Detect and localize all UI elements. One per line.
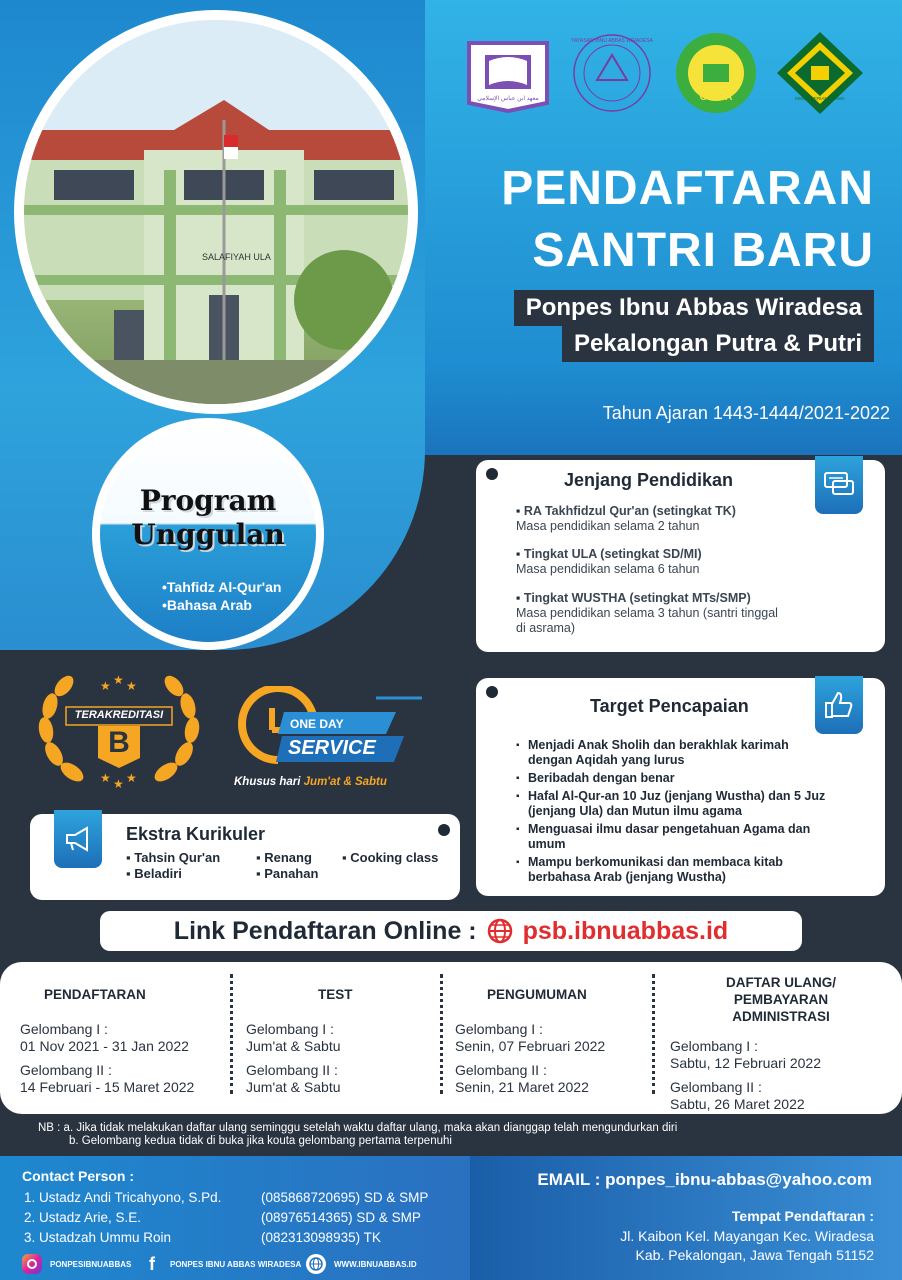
jenjang-item bbox=[516, 591, 782, 636]
contact-phone: (085868720695) SD & SMP bbox=[261, 1190, 429, 1205]
jenjang-item-name: ▪ Tingkat ULA (setingkat SD/MI) bbox=[516, 547, 702, 561]
schedule-g2: Senin, 21 Maret 2022 bbox=[455, 1079, 589, 1095]
target-item: ▪ Beribadah dengan benar bbox=[516, 771, 834, 786]
divider bbox=[230, 974, 233, 1094]
schedule-g1: Sabtu, 12 Februari 2022 bbox=[670, 1055, 821, 1071]
jenjang-item bbox=[516, 504, 856, 534]
one-day-note: Khusus hari Jum'at & Sabtu bbox=[234, 776, 387, 788]
ekstra-item: ▪ Cooking class bbox=[342, 850, 439, 865]
contact-phone: (082313098935) TK bbox=[261, 1230, 381, 1245]
one-day-service-badge bbox=[226, 686, 426, 796]
divider bbox=[652, 974, 655, 1094]
accreditation-grade: B bbox=[108, 726, 130, 759]
school-photo bbox=[14, 10, 418, 414]
registration-url[interactable]: psb.ibnuabbas.id bbox=[522, 916, 729, 945]
kemenag-logo bbox=[774, 30, 866, 116]
program-item-bahasa-arab: •Bahasa Arab bbox=[162, 597, 252, 613]
social-facebook[interactable]: f PONPES IBNU ABBAS WIRADESA bbox=[142, 1254, 301, 1275]
registration-link-bar[interactable] bbox=[100, 911, 802, 951]
schedule-column bbox=[668, 962, 894, 1114]
facebook-icon: f bbox=[149, 1254, 155, 1274]
one-day-line1: ONE DAY bbox=[290, 717, 344, 731]
contact-email[interactable]: EMAIL : ponpes_ibnu-abbas@yahoo.com bbox=[537, 1170, 872, 1189]
svg-text:★: ★ bbox=[126, 771, 137, 785]
target-item: ▪ Menguasai ilmu dasar pengetahuan Agama dan umum bbox=[516, 822, 834, 852]
jenjang-item-desc: Masa pendidikan selama 3 tahun (santri tinggal di asrama) bbox=[516, 606, 778, 635]
jenjang-item-desc: Masa pendidikan selama 2 tahun bbox=[516, 519, 700, 533]
schedule-g2-label: Gelombang II : bbox=[455, 1062, 547, 1078]
instagram-icon bbox=[22, 1254, 42, 1274]
jenjang-title: Jenjang Pendidikan bbox=[564, 470, 734, 490]
social-website[interactable]: WWW.IBNUABBAS.ID bbox=[306, 1254, 417, 1274]
osmia-logo bbox=[670, 30, 762, 116]
note-line1: NB : a. Jika tidak melakukan daftar ulang seminggu setelah waktu daftar ulang, maka akan dianggap telah mengundurkan diri bbox=[38, 1122, 678, 1134]
building-sign: SALAFIYAH ULA bbox=[202, 252, 271, 262]
book-crest-logo bbox=[462, 30, 554, 116]
schedule-g1-label: Gelombang I : bbox=[20, 1021, 108, 1037]
schedule-panel bbox=[0, 962, 902, 1114]
schedule-title: DAFTAR ULANG/ PEMBAYARAN ADMINISTRASI bbox=[726, 975, 836, 1024]
contact-person: 3. Ustadzah Ummu Roin bbox=[24, 1230, 172, 1245]
jenjang-item-name: ▪ RA Takhfidzul Qur'an (setingkat TK) bbox=[516, 504, 736, 518]
ekstra-item: ▪ Renang bbox=[256, 850, 312, 865]
schedule-g1: Senin, 07 Februari 2022 bbox=[455, 1038, 606, 1054]
svg-text:★: ★ bbox=[126, 679, 137, 693]
ekstra-kurikuler-card bbox=[30, 814, 460, 900]
target-pencapaian-card bbox=[476, 678, 885, 896]
target-list bbox=[516, 738, 834, 888]
ekstra-item: ▪ Tahsin Qur'an bbox=[126, 850, 221, 865]
target-item: ▪ Mampu berkomunikasi dan membaca kitab berbahasa Arab (jenjang Wustha) bbox=[516, 855, 834, 885]
address-line1: Jl. Kaibon Kel. Mayangan Kec. Wiradesa bbox=[620, 1228, 874, 1244]
contact-person: 1. Ustadz Andi Tricahyono, S.Pd. bbox=[24, 1190, 222, 1205]
svg-text:★: ★ bbox=[100, 771, 111, 785]
address-line2: Kab. Pekalongan, Jawa Tengah 51152 bbox=[635, 1247, 874, 1263]
title-line2: SANTRI BARU bbox=[532, 224, 874, 277]
target-title: Target Pencapaian bbox=[590, 696, 749, 716]
contact-phone: (08976514365) SD & SMP bbox=[261, 1210, 421, 1225]
megaphone-icon bbox=[54, 810, 102, 868]
schedule-g2: Sabtu, 26 Maret 2022 bbox=[670, 1096, 805, 1112]
schedule-title: TEST bbox=[318, 987, 353, 1002]
subtitle-line1: Ponpes Ibnu Abbas Wiradesa bbox=[514, 290, 874, 326]
bullet-dot bbox=[486, 468, 498, 480]
ibnu-abbas-foundation-logo bbox=[566, 30, 658, 116]
target-item: ▪ Menjadi Anak Sholih dan berakhlak karimah dengan Aqidah yang lurus bbox=[516, 738, 834, 768]
schedule-g1-label: Gelombang I : bbox=[246, 1021, 334, 1037]
title-line1: PENDAFTARAN bbox=[501, 162, 874, 215]
jenjang-item-desc: Masa pendidikan selama 6 tahun bbox=[516, 562, 700, 576]
svg-text:★: ★ bbox=[113, 777, 124, 791]
schedule-column bbox=[20, 962, 220, 1114]
jenjang-item bbox=[516, 547, 856, 577]
target-item: ▪ Hafal Al-Qur-an 10 Juz (jenjang Wustha) dan 5 Juz (jenjang Ula) dan Mutun ilmu agama bbox=[516, 789, 834, 819]
divider bbox=[440, 974, 443, 1094]
bullet-dot bbox=[486, 686, 498, 698]
schedule-g2-label: Gelombang II : bbox=[20, 1062, 112, 1078]
schedule-column bbox=[455, 962, 645, 1114]
social-instagram[interactable]: PONPESIBNUABBAS bbox=[22, 1254, 131, 1274]
thumbs-up-icon bbox=[815, 676, 863, 734]
globe-icon bbox=[487, 918, 513, 944]
accreditation-label: TERAKREDITASI bbox=[74, 709, 164, 721]
schedule-title: PENGUMUMAN bbox=[487, 987, 587, 1002]
globe-icon bbox=[306, 1254, 326, 1274]
contact-person: 2. Ustadz Arie, S.E. bbox=[24, 1210, 142, 1225]
schedule-g2-label: Gelombang II : bbox=[246, 1062, 338, 1078]
svg-text:OSMIA: OSMIA bbox=[699, 92, 733, 103]
program-title-line2: Unggulan bbox=[131, 518, 285, 551]
contact-title: Contact Person : bbox=[22, 1168, 135, 1184]
svg-text:KEMENTERIAN AGAMA: KEMENTERIAN AGAMA bbox=[795, 96, 845, 101]
footer bbox=[0, 1156, 902, 1280]
ekstra-title: Ekstra Kurikuler bbox=[126, 824, 266, 844]
clock-icon bbox=[226, 686, 426, 776]
accreditation-badge bbox=[34, 664, 204, 794]
schedule-g1: Jum'at & Sabtu bbox=[246, 1038, 341, 1054]
program-title-line1: Program bbox=[139, 484, 277, 517]
svg-text:★: ★ bbox=[113, 673, 124, 687]
school-building-image bbox=[24, 20, 408, 404]
subtitle-line2: Pekalongan Putra & Putri bbox=[562, 326, 874, 362]
svg-text:★: ★ bbox=[100, 679, 111, 693]
ekstra-item: ▪ Beladiri bbox=[126, 866, 182, 881]
svg-text:YAYASAN IBNU ABBAS WIRADESA: YAYASAN IBNU ABBAS WIRADESA bbox=[571, 38, 653, 44]
academic-year: Tahun Ajaran 1443-1444/2021-2022 bbox=[602, 403, 890, 423]
jenjang-item-name: ▪ Tingkat WUSTHA (setingkat MTs/SMP) bbox=[516, 591, 751, 605]
logo-row bbox=[462, 30, 866, 116]
program-item-tahfidz: •Tahfidz Al-Qur'an bbox=[162, 579, 282, 595]
schedule-g2: 14 Februari - 15 Maret 2022 bbox=[20, 1079, 195, 1095]
svg-text:معهد ابن عباس الإسلامي: معهد ابن عباس الإسلامي bbox=[477, 96, 539, 102]
schedule-title: PENDAFTARAN bbox=[44, 987, 146, 1002]
one-day-line2: SERVICE bbox=[288, 737, 376, 759]
schedule-column bbox=[246, 962, 426, 1114]
schedule-g2: Jum'at & Sabtu bbox=[246, 1079, 341, 1095]
ekstra-item: ▪ Panahan bbox=[256, 866, 319, 881]
schedule-g1: 01 Nov 2021 - 31 Jan 2022 bbox=[20, 1038, 189, 1054]
schedule-g2-label: Gelombang II : bbox=[670, 1079, 762, 1095]
place-title: Tempat Pendaftaran : bbox=[731, 1208, 874, 1224]
note-line2: b. Gelombang kedua tidak di buka jika kouta gelombang pertama terpenuhi bbox=[69, 1135, 452, 1147]
bullet-dot bbox=[438, 824, 450, 836]
schedule-g1-label: Gelombang I : bbox=[670, 1038, 758, 1054]
jenjang-pendidikan-card bbox=[476, 460, 885, 652]
notes bbox=[38, 1122, 677, 1148]
schedule-g1-label: Gelombang I : bbox=[455, 1021, 543, 1037]
link-label: Link Pendaftaran Online : bbox=[173, 916, 477, 945]
program-unggulan-circle bbox=[92, 418, 324, 650]
